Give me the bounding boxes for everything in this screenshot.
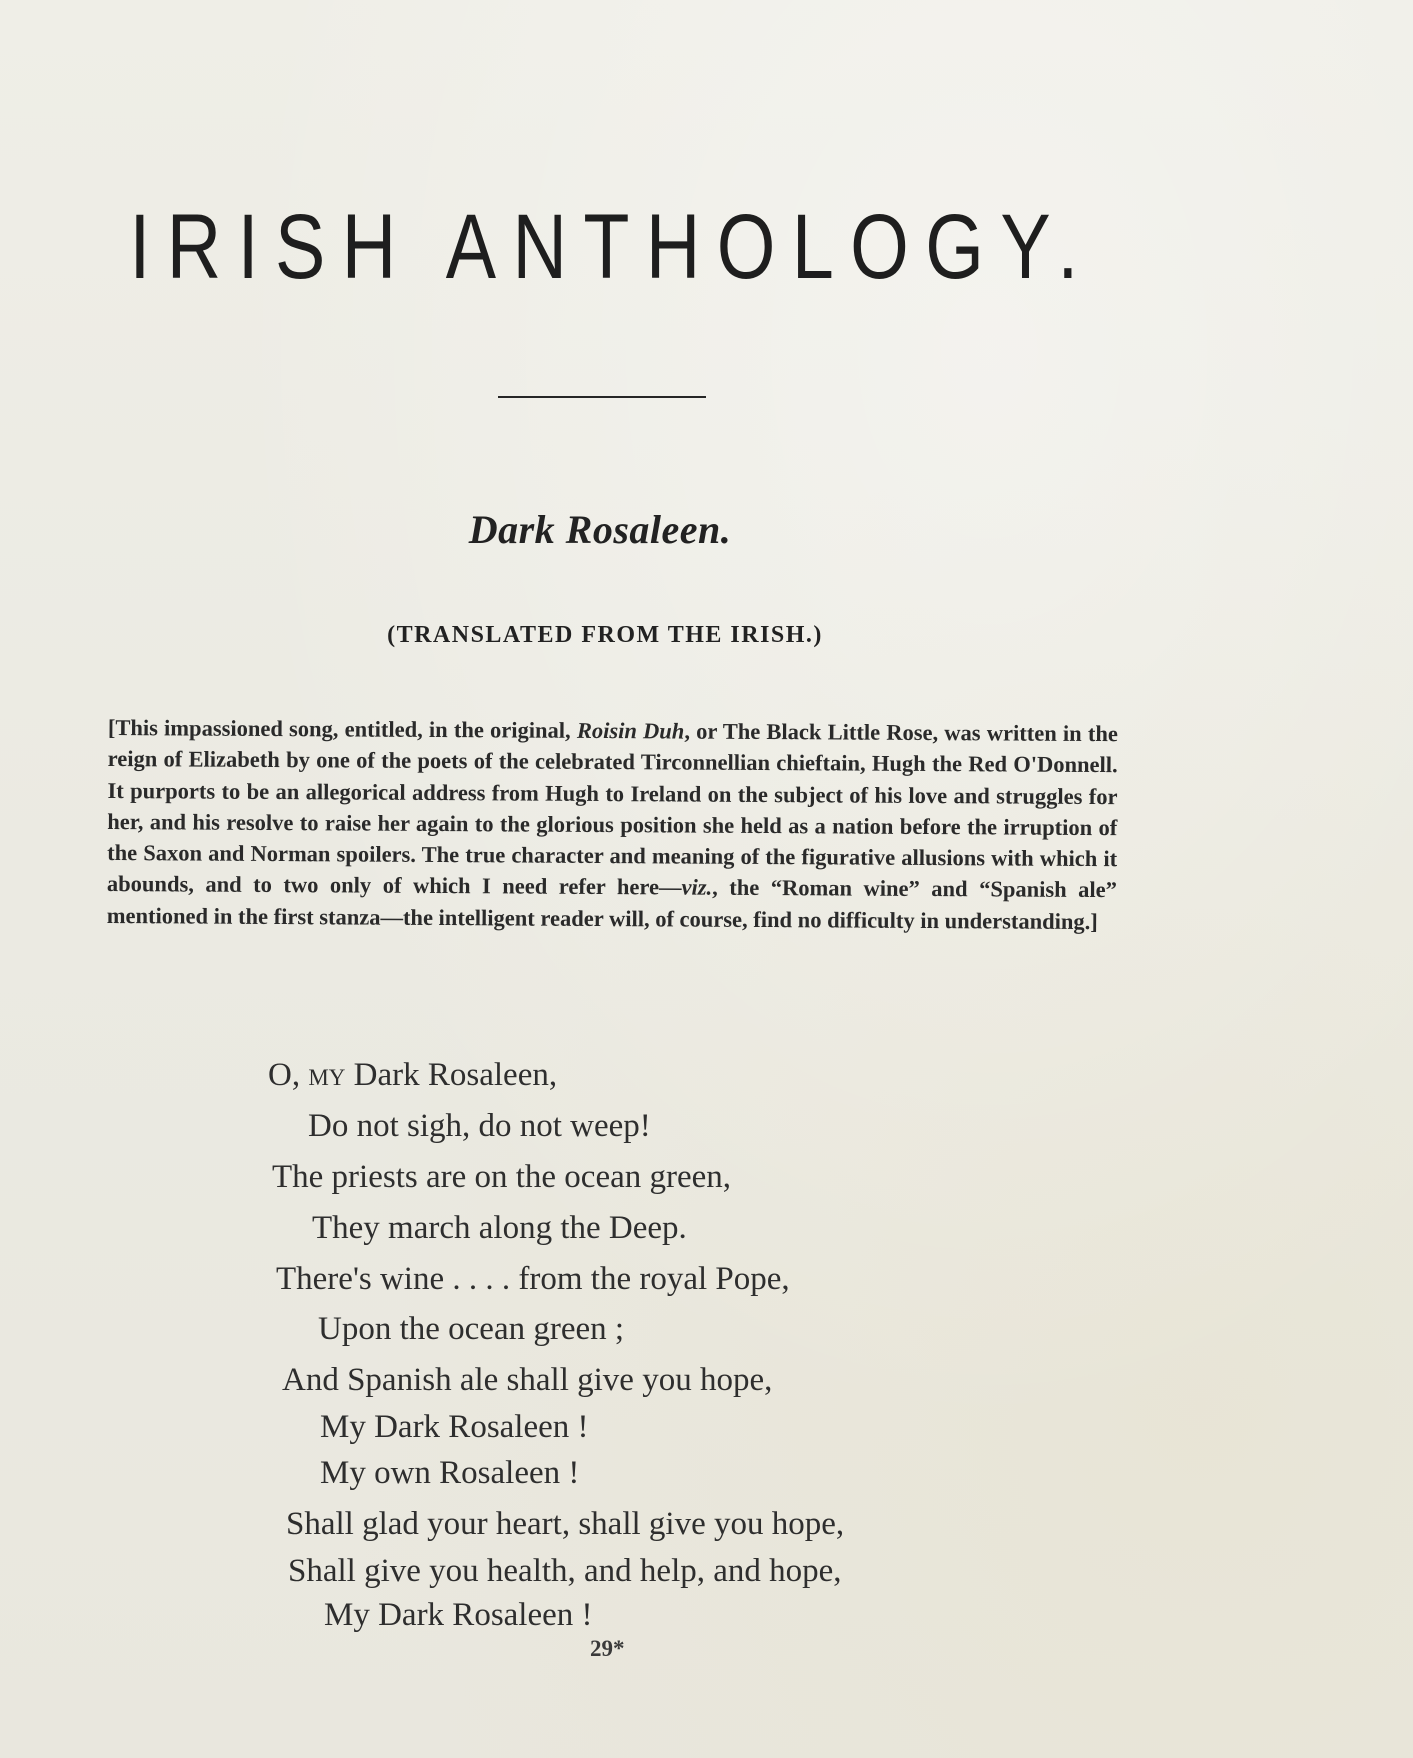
page-number: 29*: [590, 1636, 625, 1661]
verse-line-9: My own Rosaleen !: [320, 1455, 580, 1491]
verse-line-11: Shall give you health, and help, and hope,: [288, 1553, 842, 1589]
note-paragraph: [107, 712, 1118, 937]
verse-line-7: And Spanish ale shall give you hope,: [282, 1362, 773, 1398]
poem-subtitle: (TRANSLATED FROM THE IRISH.): [387, 622, 823, 648]
verse-line-12: My Dark Rosaleen !: [324, 1597, 593, 1633]
verse-line-10: Shall glad your heart, shall give you hope,: [286, 1506, 845, 1542]
note-text-3: , the “Roman wine” and “Spanish ale” mentioned in the first stanza—the intelligent reader will, of course, find no difficulty in understanding.]: [106, 875, 1118, 934]
verse-line-6: Upon the ocean green ;: [318, 1311, 625, 1347]
page-heading: IRISH ANTHOLOGY.: [129, 196, 1095, 298]
title-rule: [498, 396, 706, 398]
note-viz: viz.: [681, 874, 713, 901]
note-original-title: Roisin Duh: [576, 717, 685, 744]
verse-line-1: [268, 1057, 557, 1094]
editorial-note: [107, 712, 1118, 937]
verse-line-1-rest: Dark Rosaleen,: [345, 1057, 558, 1093]
verse-line-1-smallcaps: my: [308, 1057, 346, 1093]
verse-line-8: My Dark Rosaleen !: [320, 1409, 589, 1445]
verse-line-1-start: O,: [268, 1057, 309, 1093]
verse-line-5: There's wine . . . . from the royal Pope,: [276, 1261, 790, 1297]
poem-title: Dark Rosaleen.: [468, 507, 732, 552]
verse-line-3: The priests are on the ocean green,: [272, 1159, 732, 1195]
verse-line-2: Do not sigh, do not weep!: [308, 1108, 651, 1144]
verse-line-4: They march along the Deep.: [312, 1210, 687, 1246]
note-text-1: [This impassioned song, entitled, in the original,: [107, 714, 577, 743]
note-text-2: , or The Black Little Rose, was written in the reign of Elizabeth by one of the poets of the celebrated Tirconnellian chieftain, Hugh the Red O'Donnell. It purports to be an allegorical address from Hugh to Ireland on the subject of his love and struggles for her, and his resolve to raise her again to the glorious position she held as a nation before the irruption of the Saxon and Norman spoilers. The true character and meaning of the figurative allusions with which it abounds, and to two only of which I need refer here—: [106, 718, 1118, 900]
